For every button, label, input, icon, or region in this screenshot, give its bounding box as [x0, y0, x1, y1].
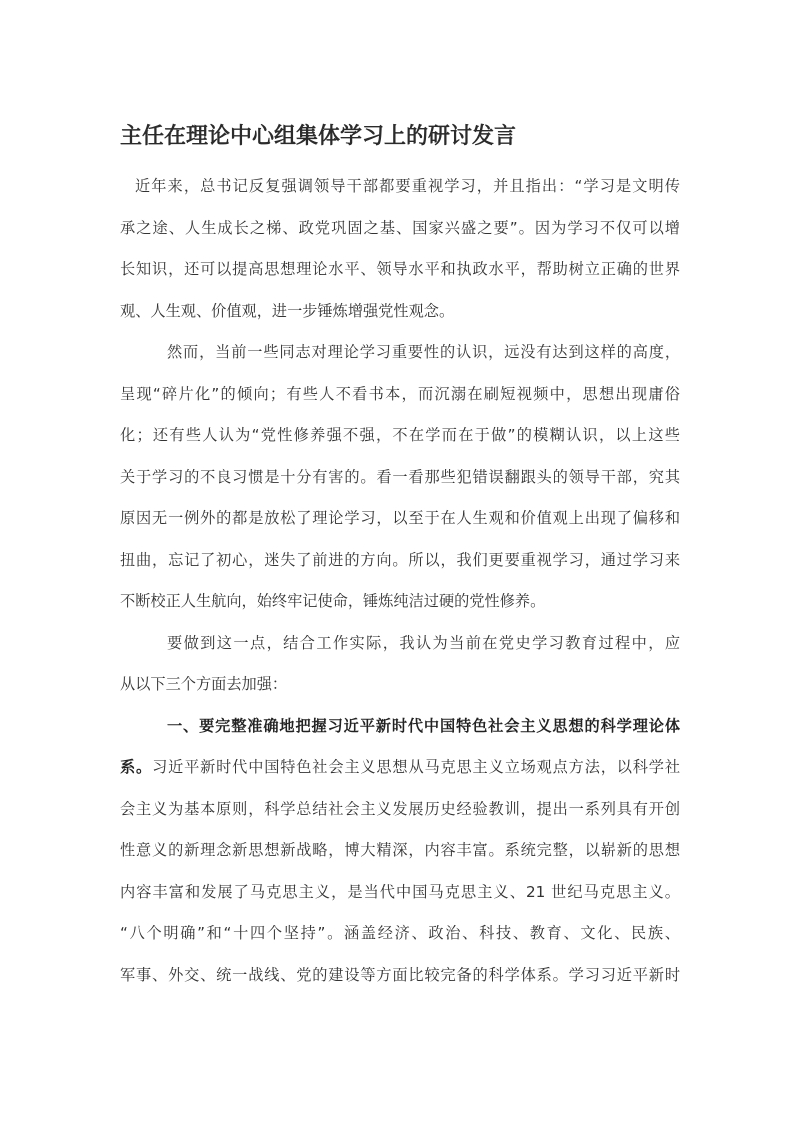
section-heading-end: 系。 [120, 758, 153, 776]
text-line: 军事、外交、统一战线、党的建设等方面比较完备的科学体系。学习习近平新时 [120, 965, 680, 984]
text-line: 然而，当前一些同志对理论学习重要性的认识，远没有达到这样的高度， [167, 343, 680, 361]
text-line: 会主义为基本原则，科学总结社会主义发展历史经验教训，提出一系列具有开创 [120, 799, 680, 818]
text-line [120, 747, 680, 789]
text-line: 化；还有些人认为“党性修养强不强，不在学而在于做”的模糊认识，以上这些 [120, 426, 680, 444]
text-line: 内容丰富和发展了马克思主义，是当代中国马克思主义、21 世纪马克思主义。 [120, 882, 680, 901]
text-line: 观、人生观、价值观，进一步锤炼增强党性观念。 [120, 301, 455, 320]
text-line: 要做到这一点，结合工作实际，我认为当前在党史学习教育过程中，应 [167, 633, 680, 652]
text-line: 扭曲，忘记了初心，迷失了前进的方向。所以，我们更要重视学习，通过学习来 [120, 550, 680, 569]
text-line: 性意义的新理念新思想新战略，博大精深，内容丰富。系统完整，以崭新的思想 [120, 841, 680, 859]
paragraph-2 [120, 332, 680, 623]
text-line: “八个明确”和“十四个坚持”。涵盖经济、政治、科技、教育、文化、民族、 [120, 924, 680, 942]
paragraph-1 [120, 166, 680, 332]
text-line: 从以下三个方面去加强： [120, 675, 288, 693]
text-line: 承之途、人生成长之梯、政党巩固之基、国家兴盛之要”。因为学习不仅可以增 [120, 218, 680, 237]
text-line: 关于学习的不良习惯是十分有害的。看一看那些犯错误翻跟头的领导干部，究其 [120, 467, 680, 486]
section-heading: 一、要完整准确地把握习近平新时代中国特色社会主义思想的科学理论体 [167, 716, 680, 735]
paragraph-4 [120, 706, 680, 997]
text-span: 习近平新时代中国特色社会主义思想从马克思主义立场观点方法，以科学社 [152, 758, 680, 776]
text-line: 近年来，总书记反复强调领导干部都要重视学习，并且指出：“学习是文明传 [135, 177, 680, 195]
paragraph-3 [120, 623, 680, 706]
document-title: 主任在理论中心组集体学习上的研讨发言 [120, 124, 517, 149]
text-line: 呈现“碎片化”的倾向；有些人不看书本，而沉溺在刷短视频中，思想出现庸俗 [120, 384, 680, 403]
text-line: 不断校正人生航向，始终牢记使命，锤炼纯洁过硬的党性修养。 [120, 592, 546, 610]
text-line: 原因无一例外的都是放松了理论学习，以至于在人生观和价值观上出现了偏移和 [120, 509, 680, 527]
text-line: 长知识，还可以提高思想理论水平、领导水平和执政水平，帮助树立正确的世界 [120, 260, 680, 278]
document-body [120, 166, 680, 996]
